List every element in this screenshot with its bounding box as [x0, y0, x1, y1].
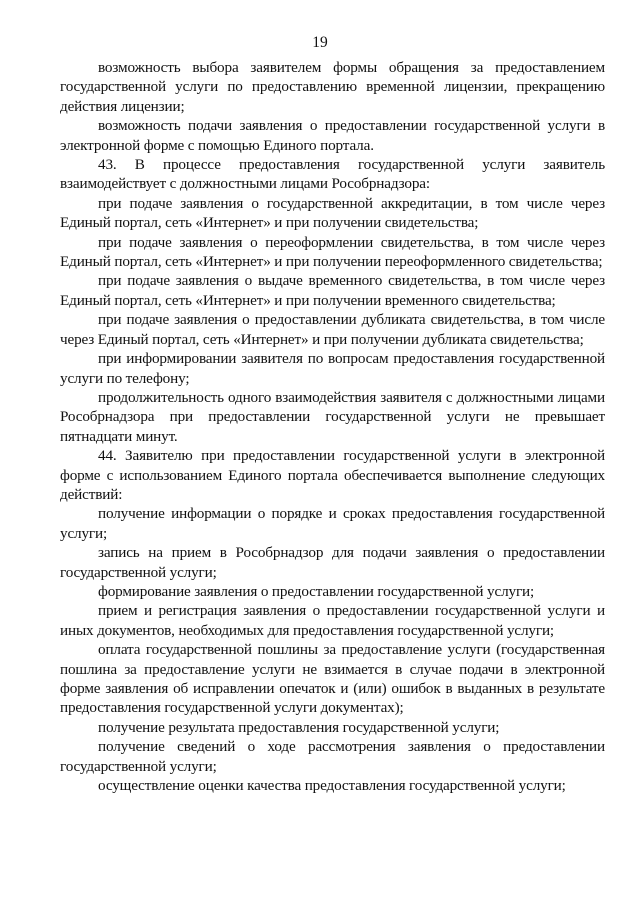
paragraph-item-43: 43. В процессе предоставления государственной услуги заявитель взаимодействует с должностными лицами Рособрнадзора: [60, 156, 605, 193]
paragraph: при подаче заявления о предоставлении дубликата свидетельства, в том числе через Единый портал, сеть «Интернет» и при получении дубликата свидетельства; [60, 311, 605, 348]
paragraph: возможность выбора заявителем формы обращения за предоставлением государственной услуги по предоставлению временной лицензии, прекращению действия лицензии; [60, 59, 605, 115]
paragraph: возможность подачи заявления о предоставлении государственной услуги в электронной форме с помощью Единого портала. [60, 117, 605, 154]
paragraph: осуществление оценки качества предоставления государственной услуги; [98, 777, 566, 795]
paragraph: запись на прием в Рособрнадзор для подачи заявления о предоставлении государственной услуги; [60, 544, 605, 581]
paragraph: при информировании заявителя по вопросам предоставления государственной услуги по телефону; [60, 350, 605, 387]
paragraph: прием и регистрация заявления о предоставлении государственной услуги и иных документов, необходимых для предоставления государственной услуги; [60, 602, 605, 639]
paragraph: получение результата предоставления государственной услуги; [98, 718, 500, 736]
paragraph-item-44: 44. Заявителю при предоставлении государственной услуги в электронной форме с использованием Единого портала обеспечивается выполнение следующих действий: [60, 447, 605, 503]
page-number: 19 [312, 34, 328, 51]
paragraph: оплата государственной пошлины за предоставление услуги (государственная пошлина за предоставление услуги не взимается в случае подачи в электронной форме заявления об исправлении опечаток и (или) ошибок в выданных в результате предоставления государственной услуги документах); [60, 641, 605, 717]
paragraph: продолжительность одного взаимодействия заявителя с должностными лицами Рособрнадзора при предоставлении государственной услуги не превышает пятнадцати минут. [60, 388, 605, 445]
paragraph: при подаче заявления о государственной аккредитации, в том числе через Единый портал, сеть «Интернет» и при получении свидетельства; [60, 194, 605, 232]
paragraph: получение информации о порядке и сроках предоставления государственной услуги; [60, 505, 605, 542]
document-body [60, 58, 605, 795]
paragraph: при подаче заявления о выдаче временного свидетельства, в том числе через Единый портал, сеть «Интернет» и при получении временного свидетельства; [60, 272, 605, 309]
paragraph: получение сведений о ходе рассмотрения заявления о предоставлении государственной услуги; [60, 738, 605, 775]
paragraph: при подаче заявления о переоформлении свидетельства, в том числе через Единый портал, сеть «Интернет» и при получении переоформленного свидетельства; [60, 233, 605, 271]
paragraph: формирование заявления о предоставлении государственной услуги; [98, 582, 535, 600]
